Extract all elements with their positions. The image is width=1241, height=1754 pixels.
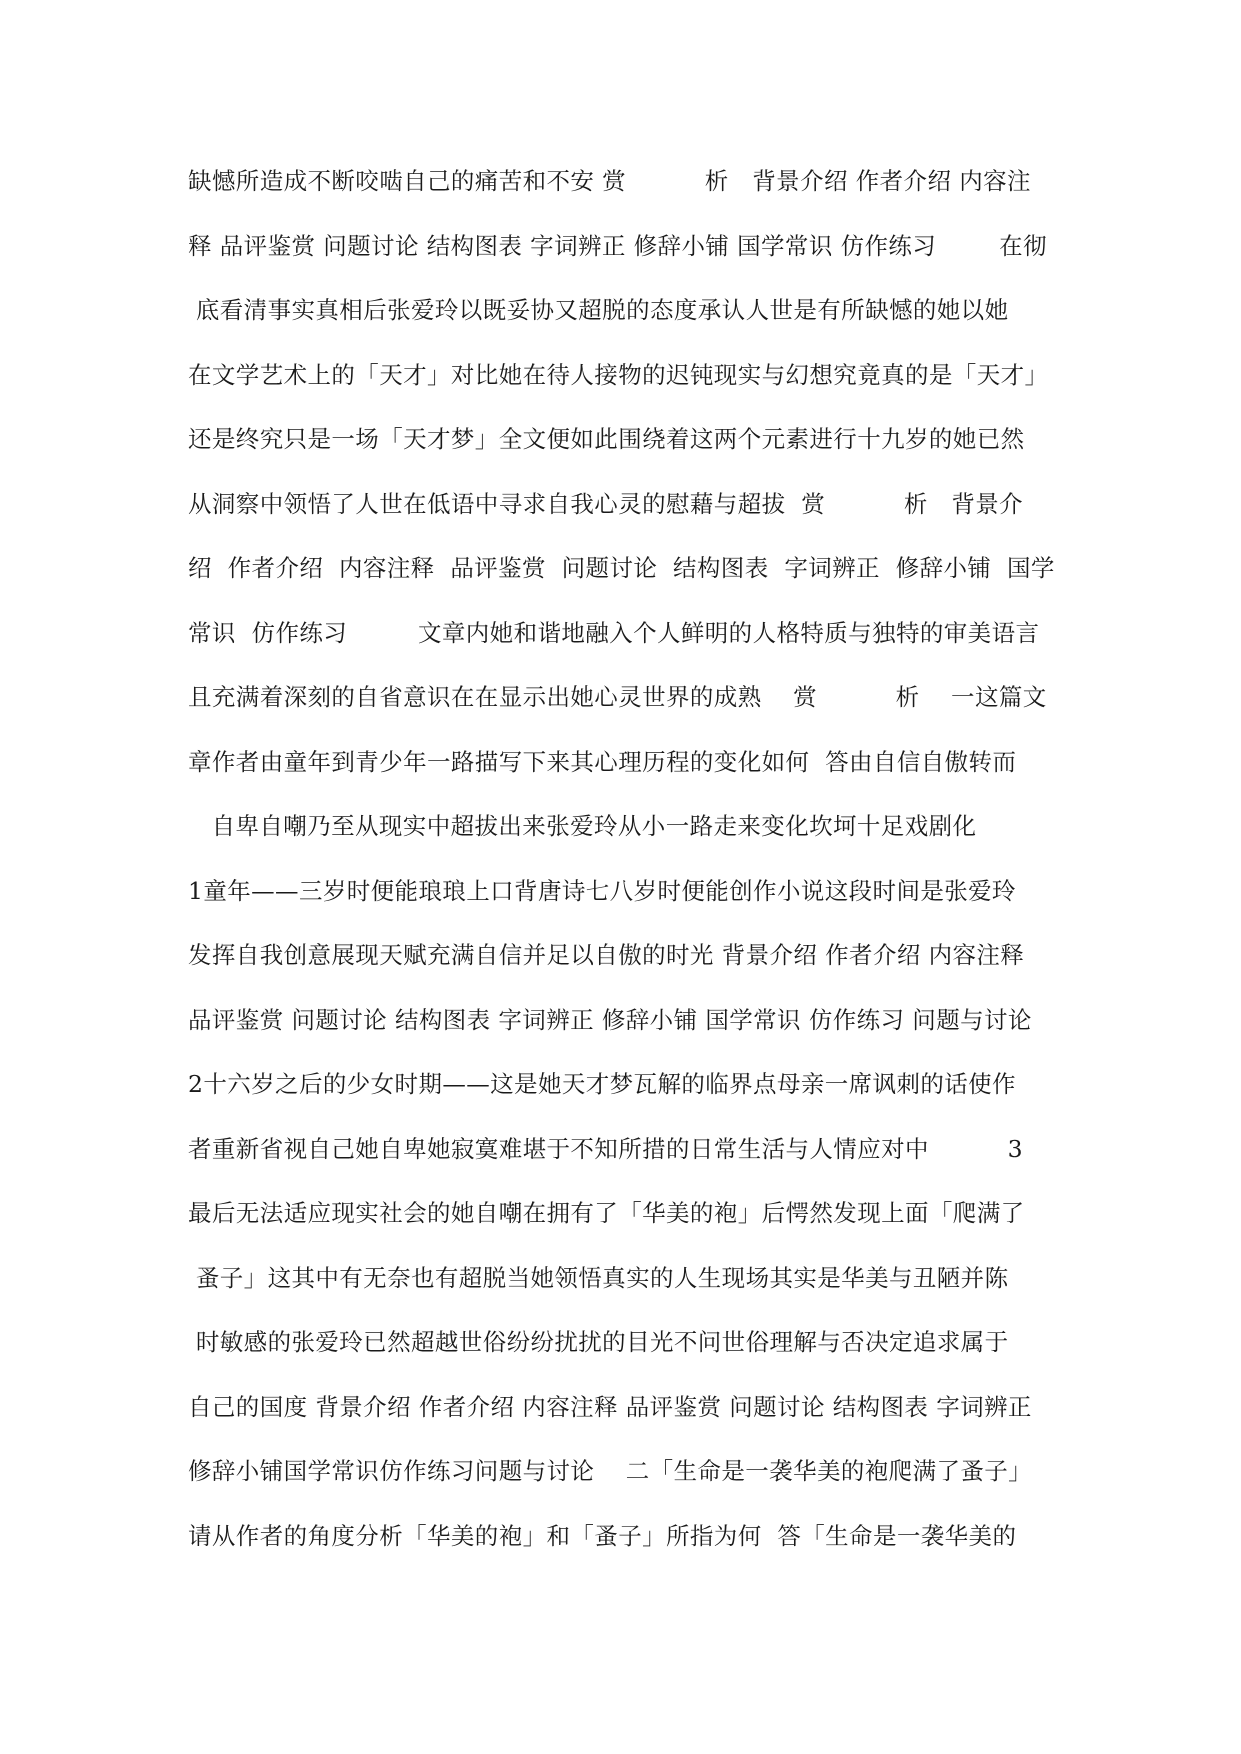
text-line: 缺憾所造成不断咬啮自己的痛苦和不安 赏 析 背景介绍 作者介绍 内容注 [188,167,1031,195]
text-line: 且充满着深刻的自省意识在在显示出她心灵世界的成熟 赏 析 一这篇文 [188,683,1047,711]
text-line: 蚤子」这其中有无奈也有超脱当她领悟真实的人生现场其实是华美与丑陋并陈 [188,1263,1009,1292]
text-line: 绍 作者介绍 内容注释 品评鉴赏 问题讨论 结构图表 字词辨正 修辞小铺 国学 [188,554,1055,582]
text-line: 者重新省视自己她自卑她寂寞难堪于不知所措的日常生活与人情应对中 3 [188,1134,1023,1163]
text-line: 释 品评鉴赏 问题讨论 结构图表 字词辨正 修辞小铺 国学常识 仿作练习 在彻 [188,231,1047,260]
text-line: 2十六岁之后的少女时期——这是她天才梦瓦解的临界点母亲一席讽刺的话使作 [188,1070,1016,1098]
text-line: 修辞小铺国学常识仿作练习问题与讨论 二「生命是一袭华美的袍爬满了蚤子」 [188,1457,1033,1485]
text-line: 从洞察中领悟了人世在低语中寻求自我心灵的慰藉与超拔 赏 析 背景介 [188,489,1024,518]
text-line: 章作者由童年到青少年一路描写下来其心理历程的变化如何 答由自信自傲转而 [188,747,1017,776]
text-line: 最后无法适应现实社会的她自嘲在拥有了「华美的袍」后愕然发现上面「爬满了 [188,1199,1025,1227]
text-line: 常识 仿作练习 文章内她和谐地融入个人鲜明的人格特质与独特的审美语言 [188,618,1040,647]
text-line: 品评鉴赏 问题讨论 结构图表 字词辨正 修辞小铺 国学常识 仿作练习 问题与讨论 [188,1005,1032,1034]
body-text [188,162,1068,1581]
text-line: 自己的国度 背景介绍 作者介绍 内容注释 品评鉴赏 问题讨论 结构图表 字词辨正 [188,1392,1032,1421]
text-line: 请从作者的角度分析「华美的袍」和「蚤子」所指为何 答「生命是一袭华美的 [188,1521,1017,1550]
text-line: 1童年——三岁时便能琅琅上口背唐诗七八岁时便能创作小说这段时间是张爱玲 [188,876,1016,905]
text-line: 自卑自嘲乃至从现实中超拔出来张爱玲从小一路走来变化坎坷十足戏剧化 [188,812,977,840]
text-line: 时敏感的张爱玲已然超越世俗纷纷扰扰的目光不问世俗理解与否决定追求属于 [188,1328,1009,1356]
text-line: 在文学艺术上的「天才」对比她在待人接物的迟钝现实与幻想究竟真的是「天才」 [188,360,1049,389]
text-line: 发挥自我创意展现天赋充满自信并足以自傲的时光 背景介绍 作者介绍 内容注释 [188,941,1025,969]
text-line: 还是终究只是一场「天才梦」全文便如此围绕着这两个元素进行十九岁的她已然 [188,425,1025,453]
text-line: 底看清事实真相后张爱玲以既妥协又超脱的态度承认人世是有所缺憾的她以她 [188,296,1009,324]
